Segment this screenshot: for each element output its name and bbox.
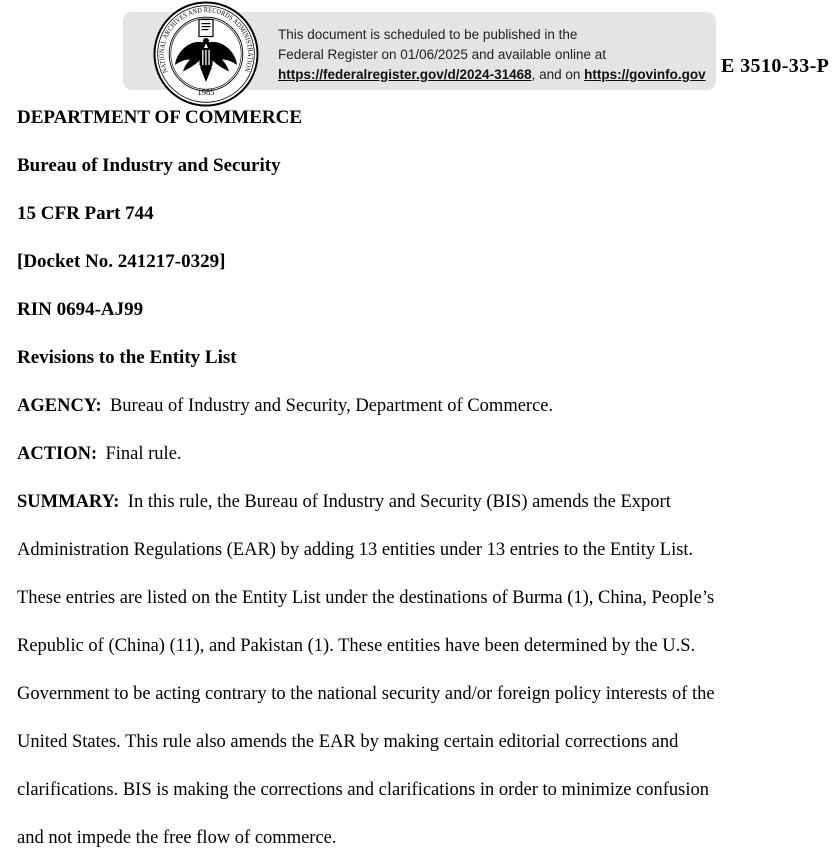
summary-line-2: Administration Regulations (EAR) by adding 13 entities under 13 entries to the Entity List.	[17, 540, 694, 560]
federal-register-link[interactable]: https://federalregister.gov/d/2024-31468	[278, 67, 532, 82]
action-label: ACTION:	[17, 444, 98, 464]
heading-rule-title: Revisions to the Entity List	[17, 347, 237, 368]
seal-year: 1985	[197, 87, 215, 97]
document-body	[17, 94, 829, 862]
action-text: Final rule.	[105, 444, 182, 464]
summary-label: SUMMARY:	[17, 492, 120, 512]
govinfo-link[interactable]: https://govinfo.gov	[584, 67, 706, 82]
heading-bureau: Bureau of Industry and Security	[17, 155, 281, 176]
heading-department: DEPARTMENT OF COMMERCE	[17, 107, 303, 128]
heading-cfr-part: 15 CFR Part 744	[17, 203, 154, 224]
heading-rin: RIN 0694-AJ99	[17, 299, 144, 320]
summary-text-1: In this rule, the Bureau of Industry and Security (BIS) amends the Export	[127, 492, 671, 512]
notice-line-3	[278, 65, 706, 85]
seal-ring-text: NATIONAL ARCHIVES AND RECORDS ADMINISTRATION	[157, 6, 255, 75]
summary-line-8: and not impede the free flow of commerce.	[17, 828, 337, 848]
summary-line-6: United States. This rule also amends the EAR by making certain editorial corrections and	[17, 732, 679, 752]
nara-seal-icon	[152, 0, 260, 108]
agency-label: AGENCY:	[17, 396, 102, 416]
action-line	[17, 430, 829, 478]
heading-docket-number: [Docket No. 241217-0329]	[17, 251, 226, 272]
summary-line-5: Government to be acting contrary to the national security and/or foreign policy interests of the	[17, 684, 715, 704]
billing-code: E 3510-33-P	[721, 55, 830, 77]
agency-text: Bureau of Industry and Security, Department of Commerce.	[109, 396, 554, 416]
notice-separator: , and on	[531, 67, 585, 82]
summary-line-3: These entries are listed on the Entity List under the destinations of Burma (1), China, People’s	[17, 588, 715, 608]
notice-line-2: Federal Register on 01/06/2025 and available online at	[278, 47, 606, 62]
publication-notice	[278, 25, 706, 85]
summary-line-7: clarifications. BIS is making the corrections and clarifications in order to minimize confusion	[17, 780, 710, 800]
summary-line-4: Republic of (China) (11), and Pakistan (1). These entities have been determined by the U.S.	[17, 636, 696, 656]
summary-line-1	[17, 478, 829, 526]
notice-line-1: This document is scheduled to be published in the	[278, 27, 578, 42]
agency-line	[17, 382, 829, 430]
